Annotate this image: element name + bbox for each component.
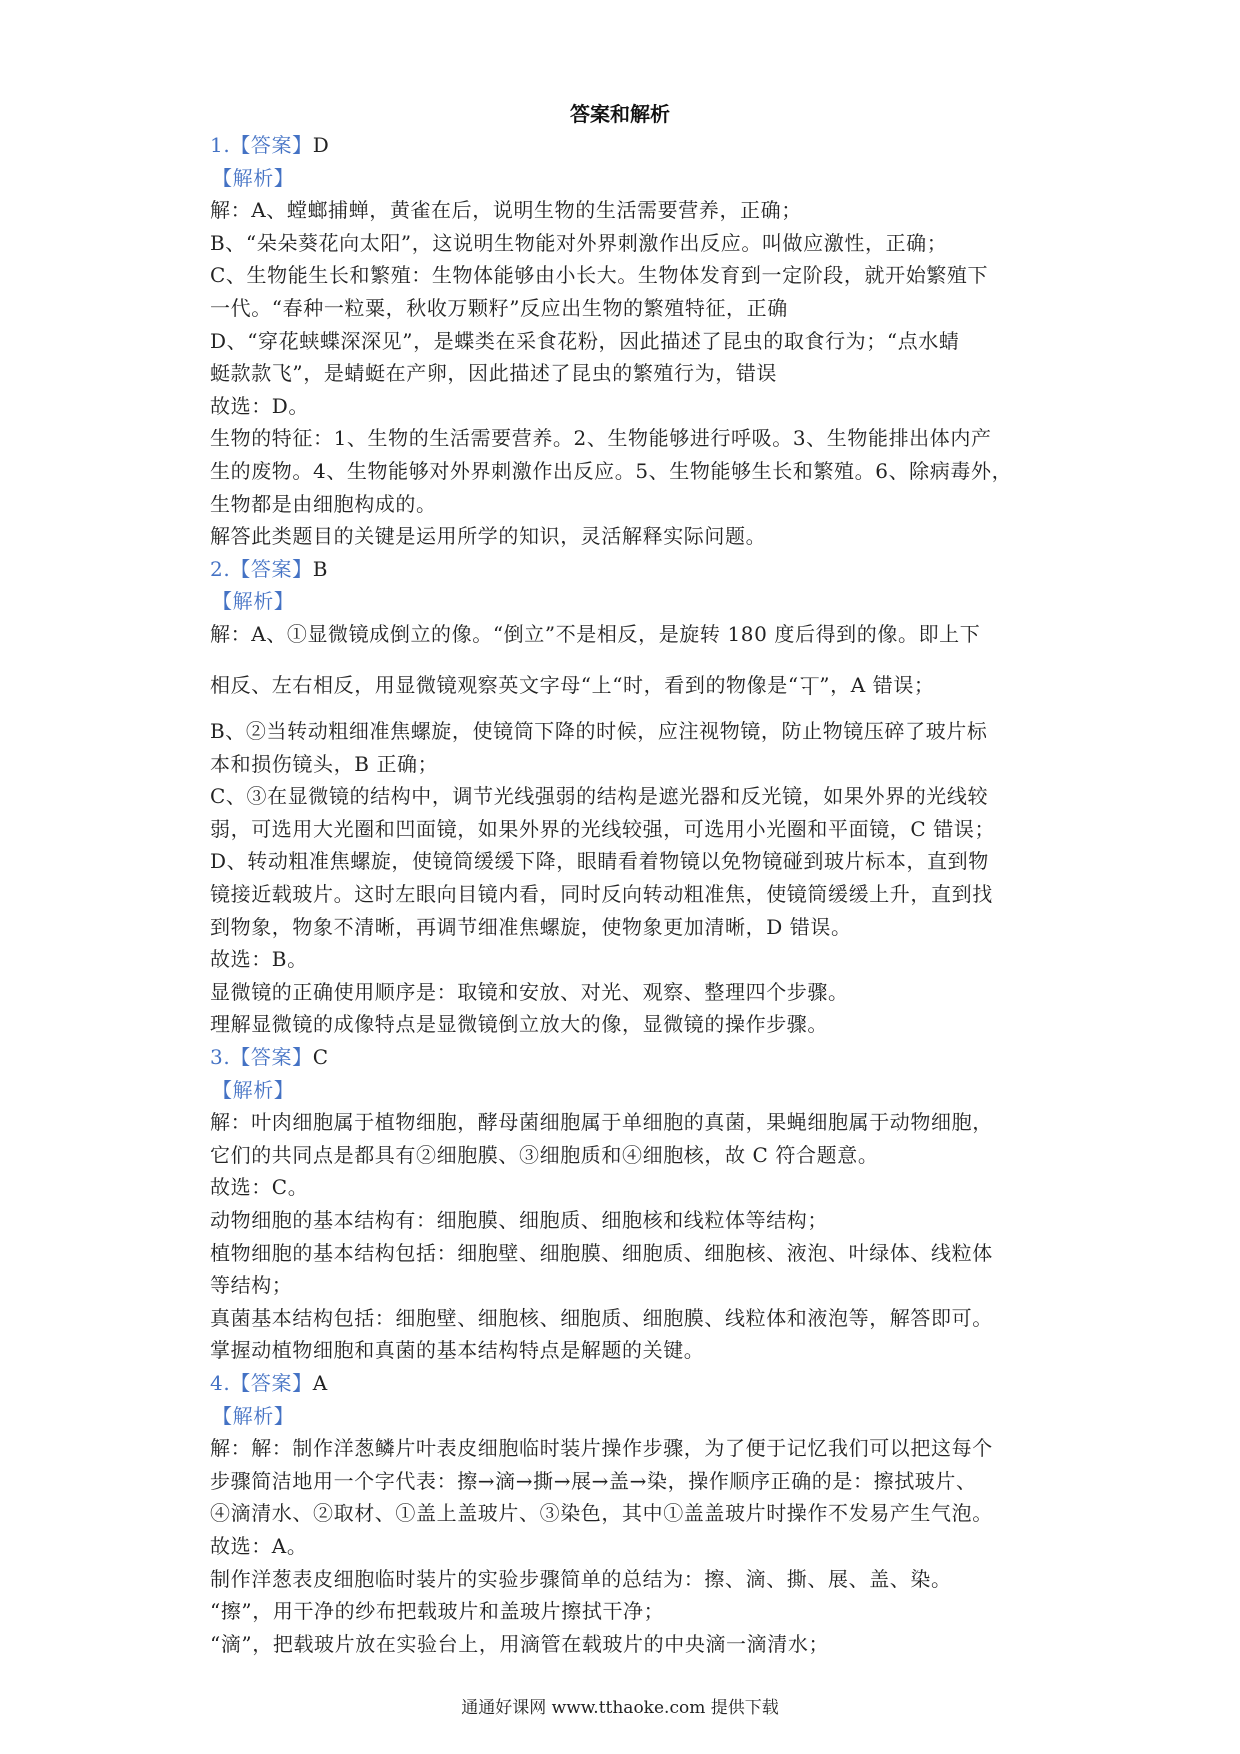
q2-line: 到物象，物象不清晰，再调节细准焦螺旋，使物象更加清晰，D 错误。 <box>210 914 852 939</box>
q1-line: 故选：D。 <box>210 393 310 418</box>
q4-line: 步骤简洁地用一个字代表：擦→滴→撕→展→盖→染，操作顺序正确的是：擦拭玻片、 <box>210 1468 977 1493</box>
q1-line: 解：A、螳螂捕蝉，黄雀在后，说明生物的生活需要营养，正确； <box>210 198 802 223</box>
q4-line: ④滴清水、②取材、①盖上盖玻片、③染色，其中①盖盖玻片时操作不发易产生气泡。 <box>210 1501 993 1526</box>
q3-line: 解：叶肉细胞属于植物细胞，酵母菌细胞属于单细胞的真菌，果蝇细胞属于动物细胞， <box>210 1110 993 1135</box>
q1-line: 生的废物。4、生物能够对外界刺激作出反应。5、生物能够生长和繁殖。6、除病毒外， <box>210 458 1013 483</box>
q3-line: 掌握动植物细胞和真菌的基本结构特点是解题的关键。 <box>210 1338 705 1363</box>
q2-line-flipped: 相反、左右相反，用显微镜观察英文字母“上“时，看到的物像是“上”，A 错误； <box>210 669 1040 702</box>
q2-line: B、②当转动粗细准焦螺旋，使镜筒下降的时候，应注视物镜，防止物镜压碎了玻片标 <box>210 719 988 744</box>
q2-line: 弱，可选用大光圈和凹面镜，如果外界的光线较强，可选用小光圈和平面镜，C 错误； <box>210 816 996 841</box>
q2-analysis-label: 【解析】 <box>212 589 295 614</box>
q2-line: 显微镜的正确使用顺序是：取镜和安放、对光、观察、整理四个步骤。 <box>210 979 849 1004</box>
q2-line: 镜接近载玻片。这时左眼向目镜内看，同时反向转动粗准焦，使镜筒缓缓上升，直到找 <box>210 882 993 907</box>
q1-line: 解答此类题目的关键是运用所学的知识，灵活解释实际问题。 <box>210 524 767 549</box>
q2-answer-line: 2.【答案】B <box>210 556 329 581</box>
q3-line: 真菌基本结构包括：细胞壁、细胞核、细胞质、细胞膜、线粒体和液泡等，解答即可。 <box>210 1305 993 1330</box>
q3-line: 它们的共同点是都具有②细胞膜、③细胞质和④细胞核，故 C 符合题意。 <box>210 1142 879 1167</box>
page-footer: 通通好课网 www.tthaoke.com 提供下载 <box>461 1698 779 1718</box>
answer-content <box>210 129 1040 1660</box>
q1-line: 一代。“春种一粒粟，秋收万颗籽”反应出生物的繁殖特征，正确 <box>210 295 788 320</box>
q1-line: 生物都是由细胞构成的。 <box>210 491 437 516</box>
q4-line: 解：解：制作洋葱鳞片叶表皮细胞临时装片操作步骤，为了便于记忆我们可以把这每个 <box>210 1436 993 1461</box>
q2-line: 本和损伤镜头，B 正确； <box>210 751 439 776</box>
q2-line: 理解显微镜的成像特点是显微镜倒立放大的像，显微镜的操作步骤。 <box>210 1012 828 1037</box>
q2-line: D、转动粗准焦螺旋，使镜筒缓缓下降，眼睛看着物镜以免物镜碰到玻片标本，直到物 <box>210 849 989 874</box>
q2-line: 故选：B。 <box>210 947 308 972</box>
q4-answer-line: 4.【答案】A <box>210 1370 328 1395</box>
q1-line: 蜓款款飞”，是蜻蜓在产卵，因此描述了昆虫的繁殖行为，错误 <box>210 361 778 386</box>
q1-line: D、“穿花蛱蝶深深见”，是蝶类在采食花粉，因此描述了昆虫的取食行为；“点水蜻 <box>210 328 960 353</box>
q4-line: 制作洋葱表皮细胞临时装片的实验步骤简单的总结为：擦、滴、撕、展、盖、染。 <box>210 1566 952 1591</box>
q3-line: 植物细胞的基本结构包括：细胞壁、细胞膜、细胞质、细胞核、液泡、叶绿体、线粒体 <box>210 1240 993 1265</box>
page-title: 答案和解析 <box>570 102 670 126</box>
q4-analysis-label: 【解析】 <box>212 1403 295 1428</box>
flipped-character: 上 <box>798 673 820 698</box>
q3-line: 等结构； <box>210 1273 293 1298</box>
q1-answer-line: 1.【答案】D <box>210 133 330 157</box>
q4-line: “擦”，用干净的纱布把载玻片和盖玻片擦拭干净； <box>210 1599 665 1624</box>
q4-line: 故选：A。 <box>210 1533 308 1558</box>
q1-analysis-label: 【解析】 <box>212 165 295 190</box>
q1-line: B、“朵朵葵花向太阳”，这说明生物能对外界刺激作出反应。叫做应激性，正确； <box>210 230 948 255</box>
q2-line: C、③在显微镜的结构中，调节光线强弱的结构是遮光器和反光镜，如果外界的光线较 <box>210 784 989 809</box>
q3-line: 动物细胞的基本结构有：细胞膜、细胞质、细胞核和线粒体等结构； <box>210 1208 828 1232</box>
q2-line: 解：A、①显微镜成倒立的像。“倒立”不是相反，是旋转 180 度后得到的像。即上下 <box>210 621 981 646</box>
q4-line: “滴”，把载玻片放在实验台上，用滴管在载玻片的中央滴一滴清水； <box>210 1631 830 1656</box>
q3-analysis-label: 【解析】 <box>212 1077 295 1102</box>
q1-line: 生物的特征：1、生物的生活需要营养。2、生物能够进行呼吸。3、生物能排出体内产 <box>210 426 992 451</box>
q1-line: C、生物能生长和繁殖：生物体能够由小长大。生物体发育到一定阶段，就开始繁殖下 <box>210 263 989 288</box>
q3-line: 故选：C。 <box>210 1175 309 1200</box>
q3-answer-line: 3.【答案】C <box>210 1045 329 1070</box>
